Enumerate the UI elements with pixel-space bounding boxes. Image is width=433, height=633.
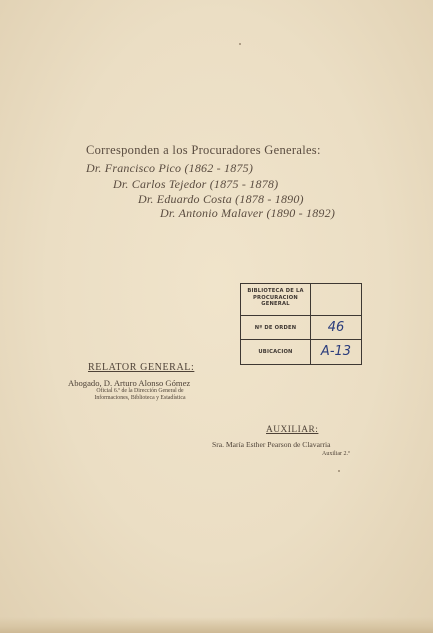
stamp-header: BIBLIOTECA DE LA PROCURACION GENERAL — [247, 288, 304, 307]
paper-speck — [239, 43, 241, 45]
auxiliar-role: Auxiliar 2.º — [322, 451, 350, 457]
page-bottom-edge — [0, 617, 433, 633]
stamp-order-label: Nº DE ORDEN — [254, 325, 297, 331]
paper-speck — [338, 470, 340, 472]
procurador-entry: Dr. Eduardo Costa (1878 - 1890) — [138, 192, 304, 206]
stamp-location-label-cell — [241, 340, 311, 364]
stamp-location-value-cell — [311, 340, 361, 364]
procurador-entry: Dr. Francisco Pico (1862 - 1875) — [86, 161, 254, 175]
relator-title: RELATOR GENERAL: — [88, 362, 195, 373]
library-stamp — [240, 283, 362, 365]
auxiliar-name: Sra. María Esther Pearson de Clavarria — [212, 440, 331, 449]
stamp-order-value-cell — [311, 316, 361, 340]
procurador-entry: Dr. Carlos Tejedor (1875 - 1878) — [113, 177, 279, 191]
relator-name: Abogado, D. Arturo Alonso Gómez — [68, 378, 191, 388]
procuradores-heading: Corresponden a los Procuradores Generales: — [86, 143, 321, 157]
auxiliar-title: AUXILIAR: — [266, 425, 319, 435]
stamp-location-label: UBICACION — [258, 349, 293, 355]
stamp-header-cell — [241, 284, 311, 316]
procurador-entry: Dr. Antonio Malaver (1890 - 1892) — [160, 206, 336, 220]
stamp-order-value: 46 — [327, 320, 345, 335]
relator-role: Oficial 6.º de la Dirección General de Informaciones, Biblioteca y Estadística — [94, 388, 186, 401]
stamp-location-value: A-13 — [320, 344, 352, 359]
stamp-order-label-cell — [241, 316, 311, 340]
stamp-blank-cell — [311, 284, 361, 316]
